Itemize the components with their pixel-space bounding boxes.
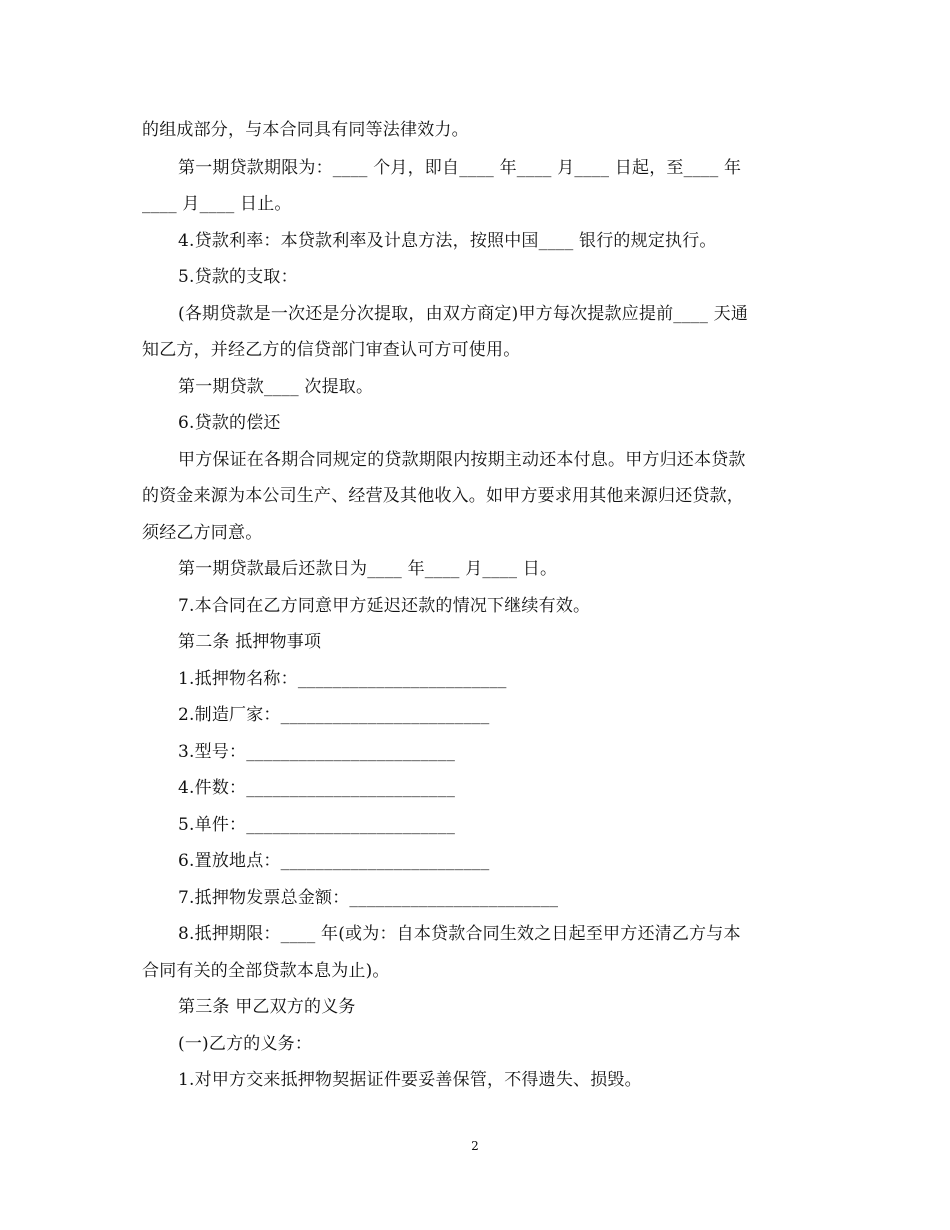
- text-line: 7.抵押物发票总金额：________________________: [178, 888, 559, 908]
- text-line: (一)乙方的义务：: [178, 1034, 313, 1054]
- text-line: 合同有关的全部贷款本息为止)。: [142, 961, 390, 981]
- text-line: 第一期贷款期限为：____ 个月，即自____ 年____ 月____ 日起，至____ 年: [178, 158, 742, 178]
- text-line: 的组成部分，与本合同具有同等法律效力。: [142, 120, 469, 140]
- text-line: 4.件数：________________________: [178, 778, 456, 798]
- text-line: 6.贷款的偿还: [178, 413, 281, 433]
- text-line: 知乙方，并经乙方的信贷部门审查认可方可使用。: [142, 340, 521, 360]
- text-line: 的资金来源为本公司生产、经营及其他收入。如甲方要求用其他来源归还贷款，: [142, 486, 744, 506]
- text-line: 第一期贷款最后还款日为____ 年____ 月____ 日。: [178, 559, 558, 579]
- text-line: 须经乙方同意。: [142, 523, 263, 543]
- text-line: 1.抵押物名称：________________________: [178, 669, 507, 689]
- text-line: 6.置放地点：________________________: [178, 851, 490, 871]
- text-line: 4.贷款利率：本贷款利率及计息方法，按照中国____ 银行的规定执行。: [178, 231, 717, 251]
- text-line: 3.型号：________________________: [178, 742, 456, 762]
- text-line: 第一期贷款____ 次提取。: [178, 377, 374, 397]
- text-line: 5.贷款的支取：: [178, 267, 298, 287]
- section-heading: 第三条 甲乙双方的义务: [178, 997, 356, 1017]
- text-line: 5.单件：________________________: [178, 815, 456, 835]
- text-line: 1.对甲方交来抵押物契据证件要妥善保管，不得遗失、损毁。: [178, 1070, 642, 1090]
- text-line: 2.制造厂家：________________________: [178, 705, 490, 725]
- page-number: 2: [471, 1139, 479, 1153]
- text-line: 甲方保证在各期合同规定的贷款期限内按期主动还本付息。甲方归还本贷款: [178, 450, 746, 470]
- text-line: 7.本合同在乙方同意甲方延迟还款的情况下继续有效。: [178, 596, 591, 616]
- text-line: (各期贷款是一次还是分次提取，由双方商定)甲方每次提款应提前____ 天通: [178, 304, 749, 324]
- text-line: 8.抵押期限：____ 年(或为：自本贷款合同生效之日起至甲方还清乙方与本: [178, 924, 741, 944]
- section-heading: 第二条 抵押物事项: [178, 632, 322, 652]
- text-line: ____ 月____ 日止。: [142, 194, 292, 214]
